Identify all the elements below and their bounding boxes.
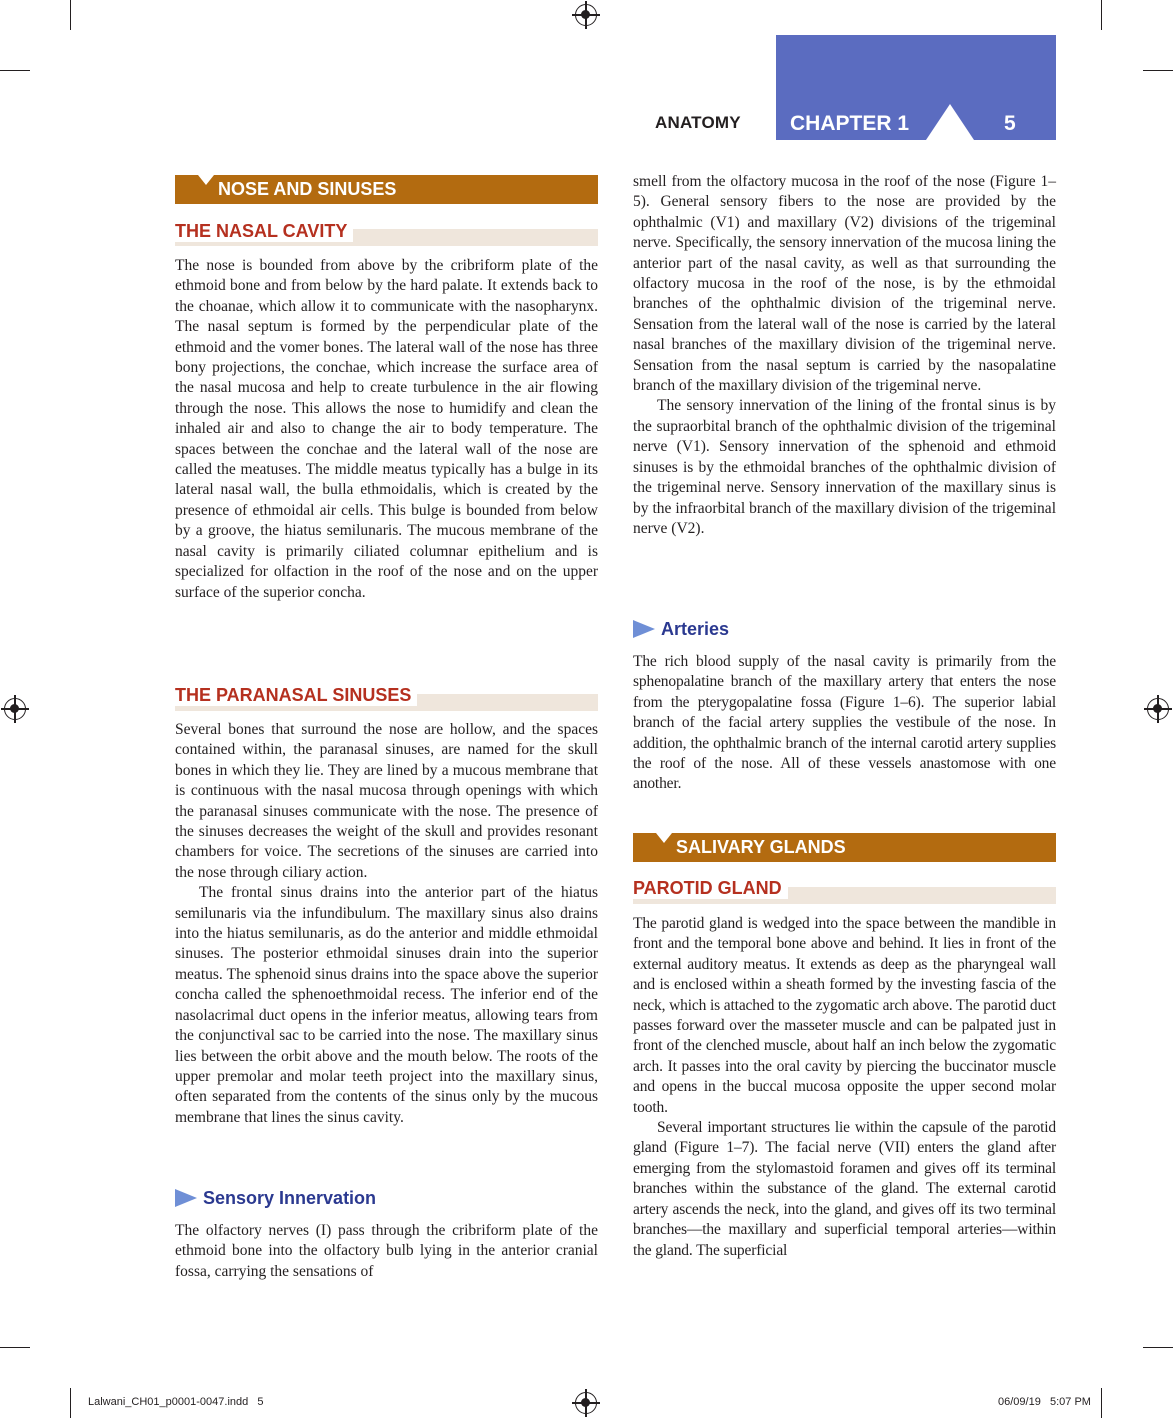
sensory-innervation-text [175,1221,598,1282]
paragraph: The olfactory nerves (I) pass through the cribriform plate of the ethmoid bone into the olfactory bulb lying in the anterior cranial fossa, carrying the sensations of [175,1222,598,1280]
section-title: NOSE AND SINUSES [218,179,397,199]
registration-mark-icon [575,1392,597,1414]
heading-arrow-icon [633,620,655,638]
heading-arrow-icon [175,1189,197,1207]
footer-datetime: 06/09/19 5:07 PM [998,1396,1091,1408]
subsection-title-parotid-gland: PAROTID GLAND [633,877,788,899]
parotid-gland-text [633,914,1056,1261]
section-notch-icon [656,833,672,843]
paragraph: Several bones that surround the nose are hollow, and the spaces contained within, the paranasal sinuses, are named for the skull bones in which they lie. They are lined by a mucous membrane that is continuous with the nasal mucosa through openings with which the paranasal sinuses communicate with the nose. The presence of the sinuses decreases the weight of the skull and provides resonant chambers for voice. The secretions of the sinuses are carried into the nose through ciliary action. [175,721,598,881]
nasal-cavity-text [175,256,598,603]
heading-label: Sensory Innervation [203,1188,377,1208]
crop-mark [0,70,30,71]
arteries-text [633,652,1056,795]
paranasal-sinuses-text [175,720,598,1128]
crop-mark [1143,1347,1173,1348]
footer-file-slug: Lalwani_CH01_p0001-0047.indd 5 [88,1396,264,1408]
paragraph: The sensory innervation of the lining of the frontal sinus is by the supraorbital branch of the ophthalmic division of the trigeminal nerve (V1). Sensory innervation of the sphenoid and ethmoid sinuses is by the ethmoidal branches of the ophthalmic division of the trigeminal nerve. Sensory innervation of the maxillary sinus is by the infraorbital branch of the maxillary division of the trigeminal nerve (V2). [633,397,1056,537]
section-bar-nose-sinuses [175,175,598,204]
crop-mark [70,1388,71,1418]
subsection-title-nasal-cavity: THE NASAL CAVITY [175,220,353,242]
section-notch-icon [198,175,214,185]
registration-mark-icon [4,698,26,720]
chapter-tab [776,35,1056,140]
paragraph: The frontal sinus drains into the anterior part of the hiatus semilunaris via the infundibulum. The maxillary sinus also drains into the hiatus semilunaris, as do the anterior and middle ethmoidal sinuses. The posterior ethmoidal sinuses drain into the superior meatus. The sphenoid sinus drains into the space above the superior concha called the sphenoethmoidal recess. The inferior end of the nasolacrimal duct opens in the inferior meatus, allowing tears from the conjunctival sac to be carried into the nose. The maxillary sinus lies between the orbit above and the mouth below. The roots of the upper premolar and molar teeth project into the maxillary sinus, often separated from the contents of the sinus only by the mucous membrane that lines the sinus cavity. [175,884,598,1126]
registration-mark-icon [575,4,597,26]
crop-mark [1101,0,1102,30]
subsection-title-paranasal-sinuses: THE PARANASAL SINUSES [175,684,417,706]
heading-sensory-innervation [175,1187,376,1209]
paragraph: The nose is bounded from above by the cribriform plate of the ethmoid bone and from below by the hard palate. It extends back to the choanae, which allow it to communicate with the nasopharynx. The nasal septum is formed by the perpendicular plate of the ethmoid and the vomer bones. The lateral wall of the nose has three bony projections, the conchae, which increase the surface area of the nasal mucosa and help to create turbulence in the air flowing through the nose. This allows the nose to humidify and clean the inhaled air and also to change the air to body temperature. The spaces between the conchae and the lateral wall of the nose are called the meatuses. The middle meatus typically has a bulge in its lateral nasal wall, the bulla ethmoidalis, which is created by the presence of ethmoidal air cells. This bulge is bounded from below by a groove, the hiatus semilunaris. The mucous membrane of the nasal cavity is primarily ciliated columnar epithelium and is specialized for olfaction in the roof of the nose and on the upper surface of the superior concha. [175,257,598,601]
chapter-label: CHAPTER 1 [790,112,910,135]
crop-mark [70,0,71,30]
heading-label: Arteries [661,619,730,639]
paragraph: smell from the olfactory mucosa in the roof of the nose (Figure 1–5). General sensory fibers to the nose are provided by the ophthalmic (V1) and maxillary (V2) divisions of the trigeminal nerve. Specifically, the sensory innervation of the mucosa lining the anterior part of the nasal cavity, as well as that surrounding the olfactory mucosa in the roof of the nose, is by the ethmoidal branches of the ophthalmic division of the trigeminal nerve. Sensation from the lateral wall of the nose is carried by the lateral nasal branches of the maxillary division of the trigeminal nerve. Sensation from the nasal septum is carried by the nasopalatine branch of the maxillary division of the trigeminal nerve. [633,173,1056,395]
heading-arteries [633,618,729,640]
paragraph: The rich blood supply of the nasal cavity is primarily from the sphenopalatine branch of the maxillary artery that enters the nose from the pterygopalatine fossa (Figure 1–6). The superior labial branch of the facial artery supplies the vestibule of the nose. In addition, the ophthalmic branch of the internal carotid artery supplies the roof of the nose. All of these vessels anastomose with one another. [633,653,1056,793]
paragraph: The parotid gland is wedged into the space between the mandible in front and the temporal bone above and behind. It lies in front of the external auditory meatus. It extends as deep as the pharyngeal wall and is enclosed within a sheath formed by the investing fascia of the neck, which is attached to the zygomatic arch above. The parotid duct passes forward over the masseter muscle and can be palpated just in front of the clenched muscle, about half an inch below the zygomatic arch. It passes into the oral cavity by piercing the buccinator muscle and opens in the buccal mucosa opposite the upper second molar tooth. [633,915,1056,1116]
crop-mark [1101,1388,1102,1418]
section-bar-salivary-glands [633,833,1056,862]
paragraph: Several important structures lie within the capsule of the parotid gland (Figure 1–7). The facial nerve (VII) enters the gland after emerging from the stylomastoid foramen and gives off its terminal branches within the substance of the gland. The external carotid artery ascends the neck, into the gland, and gives off its two terminal branches—the maxillary and superficial temporal arteries—within the gland. The superficial [633,1119,1056,1259]
registration-mark-icon [1147,698,1169,720]
section-title: SALIVARY GLANDS [676,837,846,857]
tab-triangle-icon [926,104,974,140]
page-number: 5 [1004,112,1016,135]
crop-mark [1143,70,1173,71]
crop-mark [0,1347,30,1348]
running-header-section: ANATOMY [655,113,741,132]
sensory-innervation-continued [633,172,1056,539]
